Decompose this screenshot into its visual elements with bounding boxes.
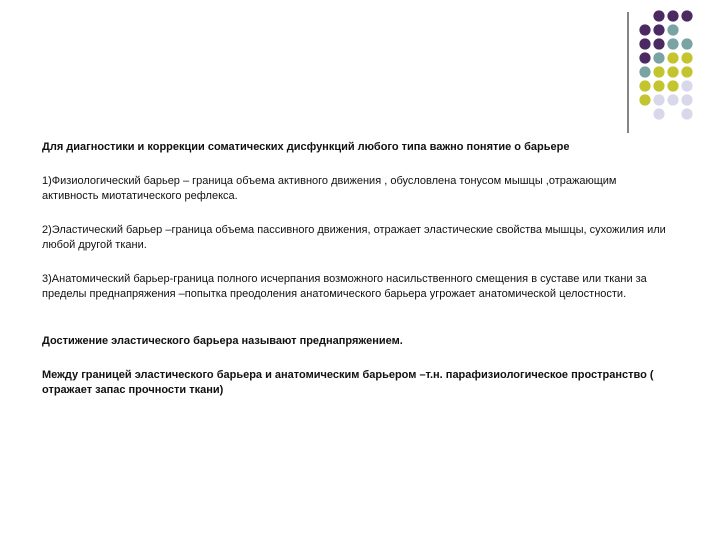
decorative-dot <box>639 38 650 49</box>
decorative-dot <box>667 38 678 49</box>
paraphysiological-space-text: Между границей эластического барьера и анатомическим барьером –т.н. парафизиологическое пространство ( отражает запас прочности ткани) <box>42 369 654 396</box>
decorative-dot <box>681 94 692 105</box>
decorative-dot <box>681 80 692 91</box>
intro-heading: Для диагностики и коррекции соматических дисфункций любого типа важно понятие о барьере <box>42 141 570 153</box>
decorative-dot <box>667 24 678 35</box>
physiological-barrier-text: 1)Физиологический барьер – граница объема активного движения , обусловлена тонусом мышцы ,отражающим активность миотатического рефлекса. <box>42 175 617 202</box>
decorative-dot <box>653 52 664 63</box>
decorative-dot <box>639 80 650 91</box>
decorative-dot <box>681 66 692 77</box>
slide-body <box>42 140 674 417</box>
elastic-barrier-text: 2)Эластический барьер –граница объема пассивного движения, отражает эластические свойства мышцы, сухожилия или любой другой ткани. <box>42 224 666 251</box>
decorative-dot <box>639 52 650 63</box>
decorative-dot <box>681 52 692 63</box>
decorative-dot <box>667 10 678 21</box>
decorative-dot <box>653 94 664 105</box>
pretension-statement: Достижение эластического барьера называют преднапряжением. <box>42 335 403 347</box>
decorative-dot <box>681 38 692 49</box>
decorative-dot <box>653 10 664 21</box>
decorative-dot <box>639 24 650 35</box>
decorative-dot <box>653 108 664 119</box>
decorative-dot <box>639 66 650 77</box>
decorative-dot <box>653 38 664 49</box>
decorative-dot <box>667 80 678 91</box>
decorative-dot <box>653 24 664 35</box>
decorative-dot <box>639 94 650 105</box>
decorative-dot <box>667 52 678 63</box>
decorative-dot <box>681 10 692 21</box>
decorative-dot <box>667 94 678 105</box>
decorative-dot <box>653 66 664 77</box>
anatomical-barrier-text: 3)Анатомический барьер-граница полного исчерпания возможного насильственного смещения в суставе или ткани за пределы преднапряжения –попытка преодоления анатомического барьера угрожает анатомической целостности. <box>42 273 647 300</box>
decorative-dot <box>681 108 692 119</box>
decorative-dot <box>667 66 678 77</box>
decorative-dot <box>653 80 664 91</box>
